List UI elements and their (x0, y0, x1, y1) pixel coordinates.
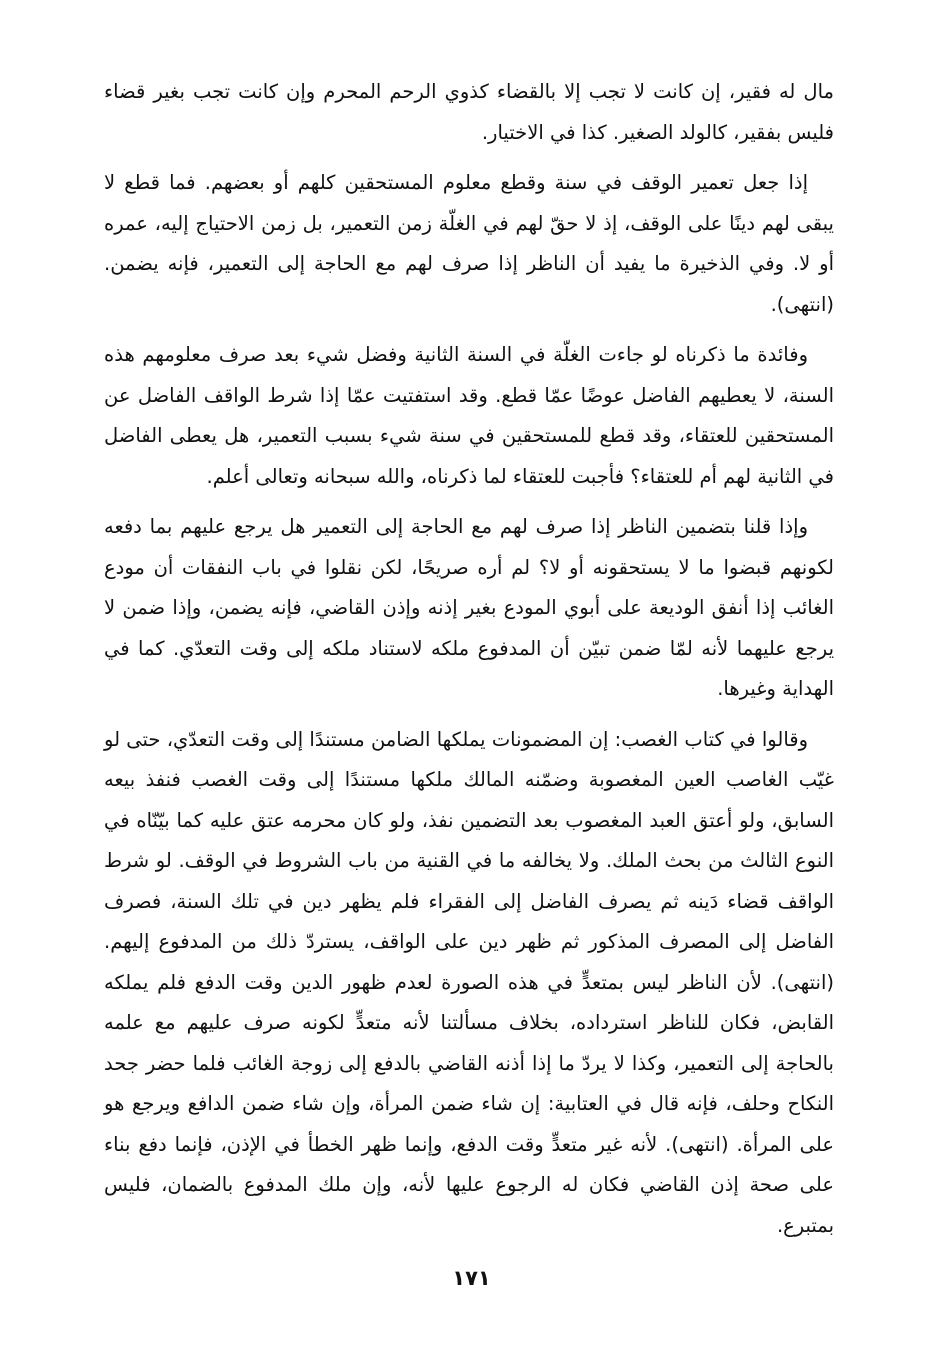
paragraph-5: وقالوا في كتاب الغصب: إن المضمونات يملكها الضامن مستندًا إلى وقت التعدّي، حتى لو غيّب الغاصب العين المغصوبة وضمّنه المالك ملكها مستندًا إلى وقت الغصب فنفذ بيعه السابق، ولو أعتق العبد المغصوب بعد التضمين نفذ، ولو كان محرمه عتق عليه كما بيّنّاه في النوع الثالث من بحث الملك. ولا يخالفه ما في القنية من باب الشروط في الوقف. لو شرط الواقف قضاء دَينه ثم يصرف الفاضل إلى الفقراء فلم يظهر دين في تلك السنة، فصرف الفاضل إلى المصرف المذكور ثم ظهر دين على الواقف، يستردّ ذلك من المدفوع إليهم. (انتهى). لأن الناظر ليس بمتعدٍّ في هذه الصورة لعدم ظهور الدين وقت الدفع فلم يملكه القابض، فكان للناظر استرداده، بخلاف مسألتنا لأنه متعدٍّ لكونه صرف عليهم مع علمه بالحاجة إلى التعمير، وكذا لا يردّ ما إذا أذنه القاضي بالدفع إلى زوجة الغائب فلما حضر جحد النكاح وحلف، فإنه قال في العتابية: إن شاء ضمن المرأة، وإن شاء ضمن الدافع ويرجع هو على المرأة. (انتهى). لأنه غير متعدٍّ وقت الدفع، وإنما ظهر الخطأ في الإذن، فإنما دفع بناء على صحة إذن القاضي فكان له الرجوع عليها لأنه، وإن ملك المدفوع بالضمان، فليس بمتبرع. (104, 727, 834, 1237)
paragraph-4: وإذا قلنا بتضمين الناظر إذا صرف لهم مع الحاجة إلى التعمير هل يرجع عليهم بما دفعه لكونهم قبضوا ما لا يستحقونه أو لا؟ لم أره صريحًا، لكن نقلوا في باب النفقات أن مودع الغائب إذا أنفق الوديعة على أبوي المودع بغير إذنه وإذن القاضي، فإنه يضمن، وإذا ضمن لا يرجع عليهما لأنه لمّا ضمن تبيّن أن المدفوع ملكه لاستناد ملكه إلى وقت التعدّي. كما في الهداية وغيرها. (104, 515, 834, 700)
paragraph-2: إذا جعل تعمير الوقف في سنة وقطع معلوم المستحقين كلهم أو بعضهم. فما قطع لا يبقى لهم دينًا على الوقف، إذ لا حقّ لهم في الغلّة زمن التعمير، بل زمن الاحتياج إليه، عمره أو لا. وفي الذخيرة ما يفيد أن الناظر إذا صرف لهم مع الحاجة إلى التعمير، فإنه يضمن. (انتهى). (104, 171, 834, 316)
paragraph-1: مال له فقير، إن كانت لا تجب إلا بالقضاء كذوي الرحم المحرم وإن كانت تجب بغير قضاء فليس بفقير، كالولد الصغير. كذا في الاختيار. (104, 80, 834, 144)
page-body (104, 72, 834, 1256)
page-number: ١٧١ (452, 1266, 491, 1290)
paragraph-3: وفائدة ما ذكرناه لو جاءت الغلّة في السنة الثانية وفضل شيء بعد صرف معلومهم هذه السنة، لا يعطيهم الفاضل عوضًا عمّا قطع. وقد استفتيت عمّا إذا شرط الواقف الفاضل عن المستحقين للعتقاء، وقد قطع للمستحقين في سنة شيء بسبب التعمير، هل يعطى الفاضل في الثانية لهم أم للعتقاء؟ فأجبت للعتقاء لما ذكرناه، والله سبحانه وتعالى أعلم. (104, 343, 834, 488)
